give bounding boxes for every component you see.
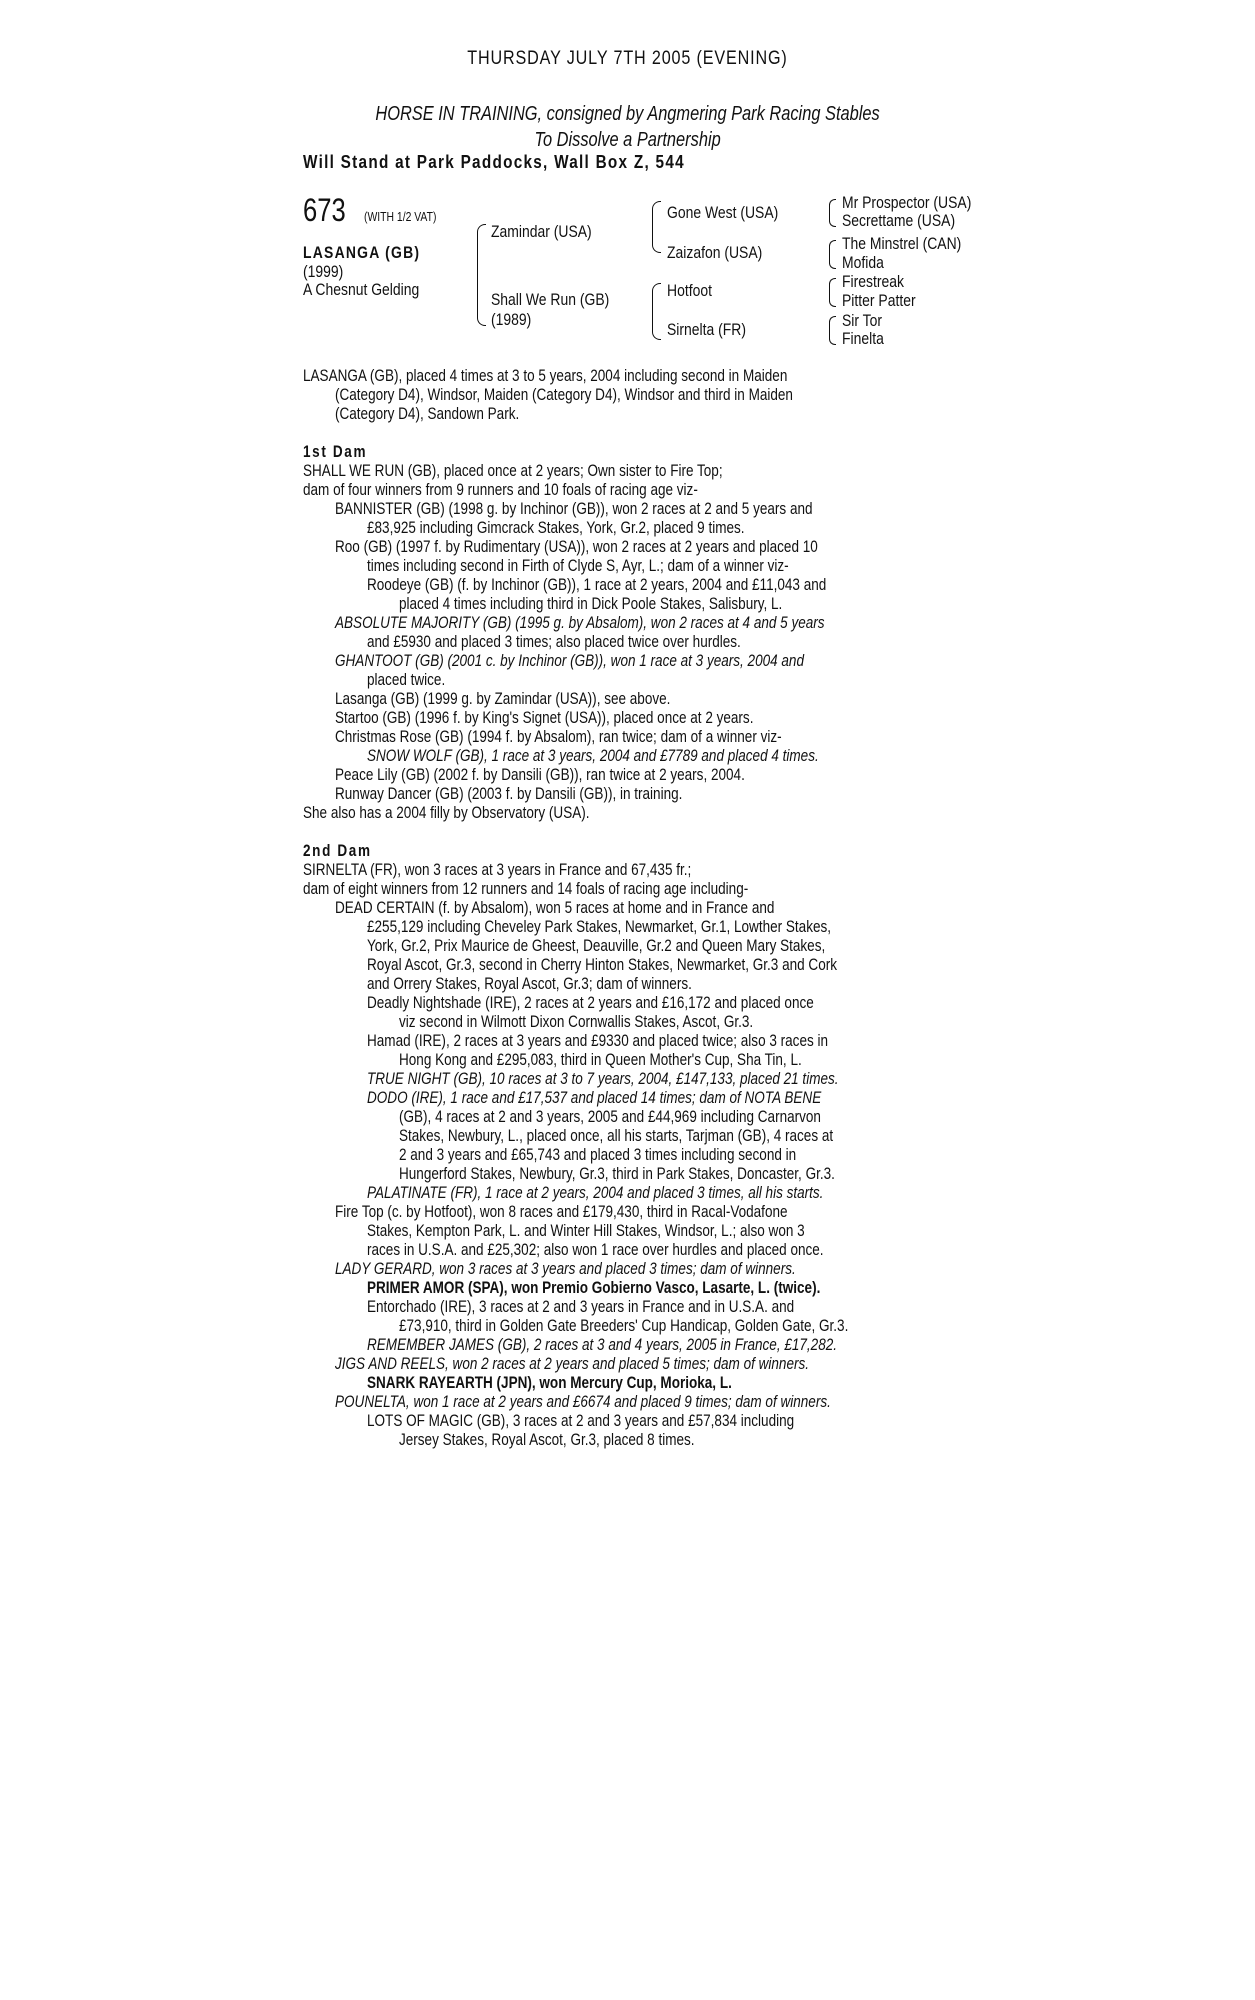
produce-line: York, Gr.2, Prix Maurice de Gheest, Deauville, Gr.2 and Queen Mary Stakes, [367, 937, 826, 955]
produce-line: POUNELTA, won 1 race at 2 years and £6674 and placed 9 times; dam of winners. [335, 1393, 831, 1411]
produce-line: Startoo (GB) (1996 f. by King's Signet (USA)), placed once at 2 years. [335, 709, 754, 727]
summary-line: (Category D4), Sandown Park. [335, 405, 520, 423]
produce-line: Roo (GB) (1997 f. by Rudimentary (USA)), won 2 races at 2 years and placed 10 [335, 538, 818, 556]
produce-line: Deadly Nightshade (IRE), 2 races at 2 years and £16,172 and placed once [367, 994, 814, 1012]
produce-line: viz second in Wilmott Dixon Cornwallis Stakes, Ascot, Gr.3. [399, 1013, 754, 1031]
produce-line: Peace Lily (GB) (2002 f. by Dansili (GB)), ran twice at 2 years, 2004. [335, 766, 745, 784]
produce-line: Hungerford Stakes, Newbury, Gr.3, third in Park Stakes, Doncaster, Gr.3. [399, 1165, 835, 1183]
foaling-year: (1999) [303, 262, 344, 281]
dam: Shall We Run (GB) [491, 290, 610, 309]
second-dam-line: dam of eight winners from 12 runners and 14 foals of racing age including- [303, 880, 749, 898]
produce-line: BANNISTER (GB) (1998 g. by Inchinor (GB)), won 2 races at 2 and 5 years and [335, 500, 813, 518]
summary-line: (Category D4), Windsor, Maiden (Category D4), Windsor and third in Maiden [335, 386, 793, 404]
produce-line: and Orrery Stakes, Royal Ascot, Gr.3; dam of winners. [367, 975, 692, 993]
produce-line: Lasanga (GB) (1999 g. by Zamindar (USA)), see above. [335, 690, 671, 708]
produce-line: SNOW WOLF (GB), 1 race at 3 years, 2004 and £7789 and placed 4 times. [367, 747, 819, 765]
stand-location: Will Stand at Park Paddocks, Wall Box Z, 544 [303, 152, 685, 172]
first-dam-heading: 1st Dam [303, 443, 368, 461]
produce-line: LOTS OF MAGIC (GB), 3 races at 2 and 3 years and £57,834 including [367, 1412, 795, 1430]
gg-ancestor: Sir Tor [842, 311, 883, 330]
produce-line: REMEMBER JAMES (GB), 2 races at 3 and 4 years, 2005 in France, £17,282. [367, 1336, 838, 1354]
partnership-line: To Dissolve a Partnership [534, 129, 721, 151]
produce-line: £255,129 including Cheveley Park Stakes, Newmarket, Gr.1, Lowther Stakes, [367, 918, 832, 936]
vat-note: (WITH 1/2 VAT) [364, 209, 437, 224]
first-dam-line: SHALL WE RUN (GB), placed once at 2 years; Own sister to Fire Top; [303, 462, 723, 480]
first-dam-line: dam of four winners from 9 runners and 10 foals of racing age viz- [303, 481, 698, 499]
produce-line: Jersey Stakes, Royal Ascot, Gr.3, placed 8 times. [399, 1431, 695, 1449]
produce-line: GHANTOOT (GB) (2001 c. by Inchinor (GB)), won 1 race at 3 years, 2004 and [335, 652, 804, 670]
second-dam-line: SIRNELTA (FR), won 3 races at 3 years in France and 67,435 fr.; [303, 861, 692, 879]
gg-ancestor: Pitter Patter [842, 291, 916, 310]
produce-line: Runway Dancer (GB) (2003 f. by Dansili (GB)), in training. [335, 785, 683, 803]
produce-line: ABSOLUTE MAJORITY (GB) (1995 g. by Absalom), won 2 races at 4 and 5 years [335, 614, 825, 632]
produce-line: Hong Kong and £295,083, third in Queen Mother's Cup, Sha Tin, L. [399, 1051, 802, 1069]
gg-brace-1 [829, 199, 836, 227]
dam-sire: Hotfoot [667, 281, 712, 300]
gg-ancestor: The Minstrel (CAN) [842, 234, 962, 253]
gg-brace-3 [829, 278, 836, 307]
produce-line: LADY GERARD, won 3 races at 3 years and placed 3 times; dam of winners. [335, 1260, 796, 1278]
produce-line: PRIMER AMOR (SPA), won Premio Gobierno Vasco, Lasarte, L. (twice). [367, 1279, 821, 1297]
second-dam-heading: 2nd Dam [303, 842, 372, 860]
produce-line: JIGS AND REELS, won 2 races at 2 years and placed 5 times; dam of winners. [335, 1355, 810, 1373]
gg-ancestor: Finelta [842, 329, 884, 348]
horse-name: LASANGA (GB) [303, 243, 421, 262]
horse-description: A Chesnut Gelding [303, 280, 420, 299]
produce-line: 2 and 3 years and £65,743 and placed 3 times including second in [399, 1146, 797, 1164]
produce-line: £73,910, third in Golden Gate Breeders' Cup Handicap, Golden Gate, Gr.3. [399, 1317, 849, 1335]
produce-line: She also has a 2004 filly by Observatory (USA). [303, 804, 590, 822]
lot-number: 673 [303, 192, 346, 228]
produce-line: races in U.S.A. and £25,302; also won 1 race over hurdles and placed once. [367, 1241, 824, 1259]
produce-line: £83,925 including Gimcrack Stakes, York, Gr.2, placed 9 times. [367, 519, 745, 537]
consignment-line: HORSE IN TRAINING, consigned by Angmering Park Racing Stables [375, 103, 880, 125]
produce-line: Roodeye (GB) (f. by Inchinor (GB)), 1 race at 2 years, 2004 and £11,043 and [367, 576, 827, 594]
produce-line: Royal Ascot, Gr.3, second in Cherry Hinton Stakes, Newmarket, Gr.3 and Cork [367, 956, 838, 974]
produce-line: placed 4 times including third in Dick Poole Stakes, Salisbury, L. [399, 595, 783, 613]
produce-line: Fire Top (c. by Hotfoot), won 8 races and £179,430, third in Racal-Vodafone [335, 1203, 788, 1221]
produce-line: (GB), 4 races at 2 and 3 years, 2005 and £44,969 including Carnarvon [399, 1108, 821, 1126]
sire-sire: Gone West (USA) [667, 203, 779, 222]
gg-ancestor: Mr Prospector (USA) [842, 193, 972, 212]
produce-line: Stakes, Newbury, L., placed once, all his starts, Tarjman (GB), 4 races at [399, 1127, 834, 1145]
produce-line: DEAD CERTAIN (f. by Absalom), won 5 races at home and in France and [335, 899, 775, 917]
produce-line: PALATINATE (FR), 1 race at 2 years, 2004 and placed 3 times, all his starts. [367, 1184, 824, 1202]
dam-dam: Sirnelta (FR) [667, 320, 747, 339]
produce-line: times including second in Firth of Clyde S, Ayr, L.; dam of a winner viz- [367, 557, 789, 575]
produce-line: TRUE NIGHT (GB), 10 races at 3 to 7 years, 2004, £147,133, placed 21 times. [367, 1070, 839, 1088]
produce-line: Hamad (IRE), 2 races at 3 years and £9330 and placed twice; also 3 races in [367, 1032, 829, 1050]
produce-line: SNARK RAYEARTH (JPN), won Mercury Cup, Morioka, L. [367, 1374, 732, 1392]
sire-brace [652, 201, 661, 253]
produce-line: and £5930 and placed 3 times; also placed twice over hurdles. [367, 633, 741, 651]
summary-line: LASANGA (GB), placed 4 times at 3 to 5 years, 2004 including second in Maiden [303, 367, 788, 385]
gg-brace-2 [829, 240, 836, 269]
produce-line: Stakes, Kempton Park, L. and Winter Hill Stakes, Windsor, L.; also won 3 [367, 1222, 805, 1240]
dam-brace [652, 283, 661, 340]
sire: Zamindar (USA) [491, 222, 592, 241]
produce-line: Entorchado (IRE), 3 races at 2 and 3 years in France and in U.S.A. and [367, 1298, 795, 1316]
gg-brace-4 [829, 316, 836, 345]
gg-ancestor: Secrettame (USA) [842, 211, 956, 230]
dam-year: (1989) [491, 310, 532, 329]
gg-ancestor: Firestreak [842, 272, 904, 291]
sale-date: THURSDAY JULY 7TH 2005 (EVENING) [467, 48, 788, 69]
catalogue-body [303, 367, 953, 1450]
gg-ancestor: Mofida [842, 253, 884, 272]
produce-line: DODO (IRE), 1 race and £17,537 and placed 14 times; dam of NOTA BENE [367, 1089, 822, 1107]
produce-line: Christmas Rose (GB) (1994 f. by Absalom), ran twice; dam of a winner viz- [335, 728, 782, 746]
pedigree-brace [477, 224, 486, 326]
sire-dam: Zaizafon (USA) [667, 243, 763, 262]
produce-line: placed twice. [367, 671, 446, 689]
